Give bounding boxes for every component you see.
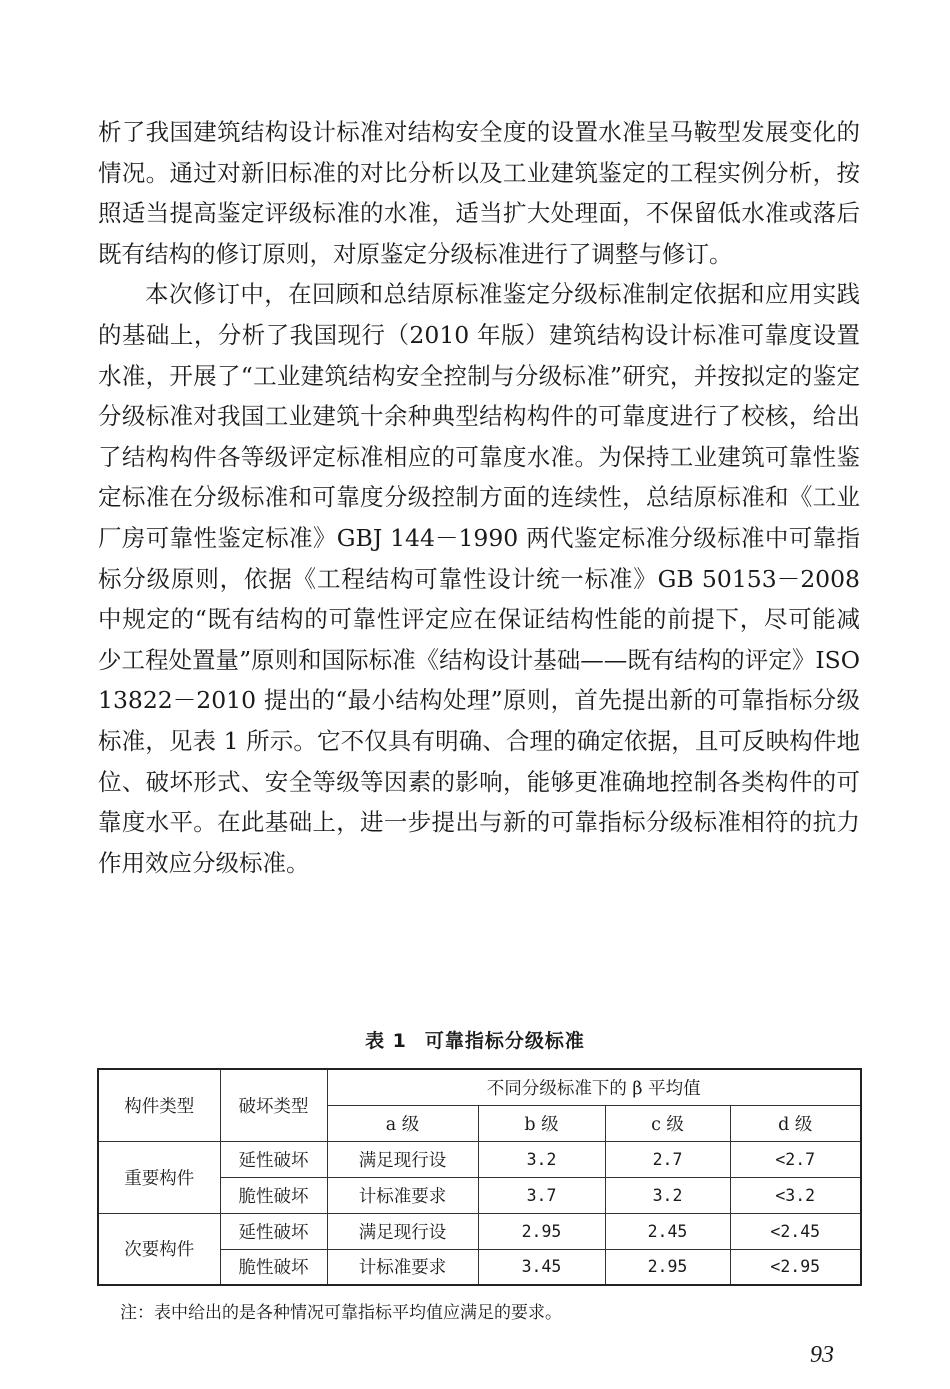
paragraph-2: 本次修订中，在回顾和总结原标准鉴定分级标准制定依据和应用实践的基础上，分析了我国现行（2010 年版）建筑结构设计标准可靠度设置水准，开展了“工业建筑结构安全控制与分级标准”研究，并按拟定的鉴定分级标准对我国工业建筑十余种典型结构构件的可靠度进行了校核，给出了结构构件各等级评定标准相应的可靠度水准。为保持工业建筑可靠性鉴定标准在分级标准和可靠度分级控制方面的连续性，总结原标准和《工业厂房可靠性鉴定标准》GBJ 144－1990 两代鉴定标准分级标准中可靠指标分级原则，依据《工程结构可靠性设计统一标准》GB 50153－2008 中规定的“既有结构的可靠性评定应在保证结构性能的前提下，尽可能减少工程处置量”原则和国际标准《结构设计基础——既有结构的评定》ISO 13822－2010 提出的“最小结构处理”原则，首先提出新的可靠指标分级标准，见表 1 所示。它不仅具有明确、合理的确定依据，且可反映构件地位、破坏形式、安全等级等因素的影响，能够更准确地控制各类构件的可靠度水平。在此基础上，进一步提出与新的可靠指标分级标准相符的抗力作用效应分级标准。 xyxy=(98,280,860,877)
body-text xyxy=(98,112,860,883)
table-header-row xyxy=(98,1069,861,1105)
header-component-type: 构件类型 xyxy=(98,1069,220,1141)
failure-cell: 延性破坏 xyxy=(220,1141,327,1177)
table-note: 注：表中给出的是各种情况可靠指标平均值应满足的要求。 xyxy=(120,1303,562,1323)
table-caption-number: 表 1 xyxy=(365,1030,407,1052)
grade-b-cell: 3.2 xyxy=(478,1141,605,1177)
grade-a-cell: 计标准要求 xyxy=(327,1177,478,1213)
grade-b-cell: 2.95 xyxy=(478,1213,605,1249)
failure-cell: 延性破坏 xyxy=(220,1213,327,1249)
grade-c-cell: 2.45 xyxy=(605,1213,730,1249)
header-grade-c: c 级 xyxy=(605,1105,730,1141)
page-number: 93 xyxy=(810,1342,834,1368)
header-grade-b: b 级 xyxy=(478,1105,605,1141)
header-failure-type: 破坏类型 xyxy=(220,1069,327,1141)
reliability-grade-table xyxy=(97,1068,862,1286)
grade-d-cell: <2.95 xyxy=(730,1249,861,1285)
grade-c-cell: 3.2 xyxy=(605,1177,730,1213)
component-cell: 次要构件 xyxy=(98,1213,220,1285)
grade-c-cell: 2.95 xyxy=(605,1249,730,1285)
table-caption xyxy=(0,1026,950,1053)
grade-c-cell: 2.7 xyxy=(605,1141,730,1177)
header-grade-d: d 级 xyxy=(730,1105,861,1141)
failure-cell: 脆性破坏 xyxy=(220,1249,327,1285)
table-caption-title: 可靠指标分级标准 xyxy=(424,1030,585,1052)
grade-b-cell: 3.45 xyxy=(478,1249,605,1285)
table-row xyxy=(98,1213,861,1249)
grade-d-cell: <3.2 xyxy=(730,1177,861,1213)
grade-d-cell: <2.7 xyxy=(730,1141,861,1177)
grade-a-cell: 满足现行设 xyxy=(327,1141,478,1177)
table-row xyxy=(98,1141,861,1177)
grade-b-cell: 3.7 xyxy=(478,1177,605,1213)
grade-a-cell: 满足现行设 xyxy=(327,1213,478,1249)
grade-a-cell: 计标准要求 xyxy=(327,1249,478,1285)
grade-d-cell: <2.45 xyxy=(730,1213,861,1249)
failure-cell: 脆性破坏 xyxy=(220,1177,327,1213)
paragraph-1: 析了我国建筑结构设计标准对结构安全度的设置水准呈马鞍型发展变化的情况。通过对新旧标准的对比分析以及工业建筑鉴定的工程实例分析，按照适当提高鉴定评级标准的水准，适当扩大处理面，不保留低水准或落后既有结构的修订原则，对原鉴定分级标准进行了调整与修订。 xyxy=(98,118,860,268)
header-grade-a: a 级 xyxy=(327,1105,478,1141)
header-beta-group: 不同分级标准下的 β 平均值 xyxy=(327,1069,861,1105)
component-cell: 重要构件 xyxy=(98,1141,220,1213)
